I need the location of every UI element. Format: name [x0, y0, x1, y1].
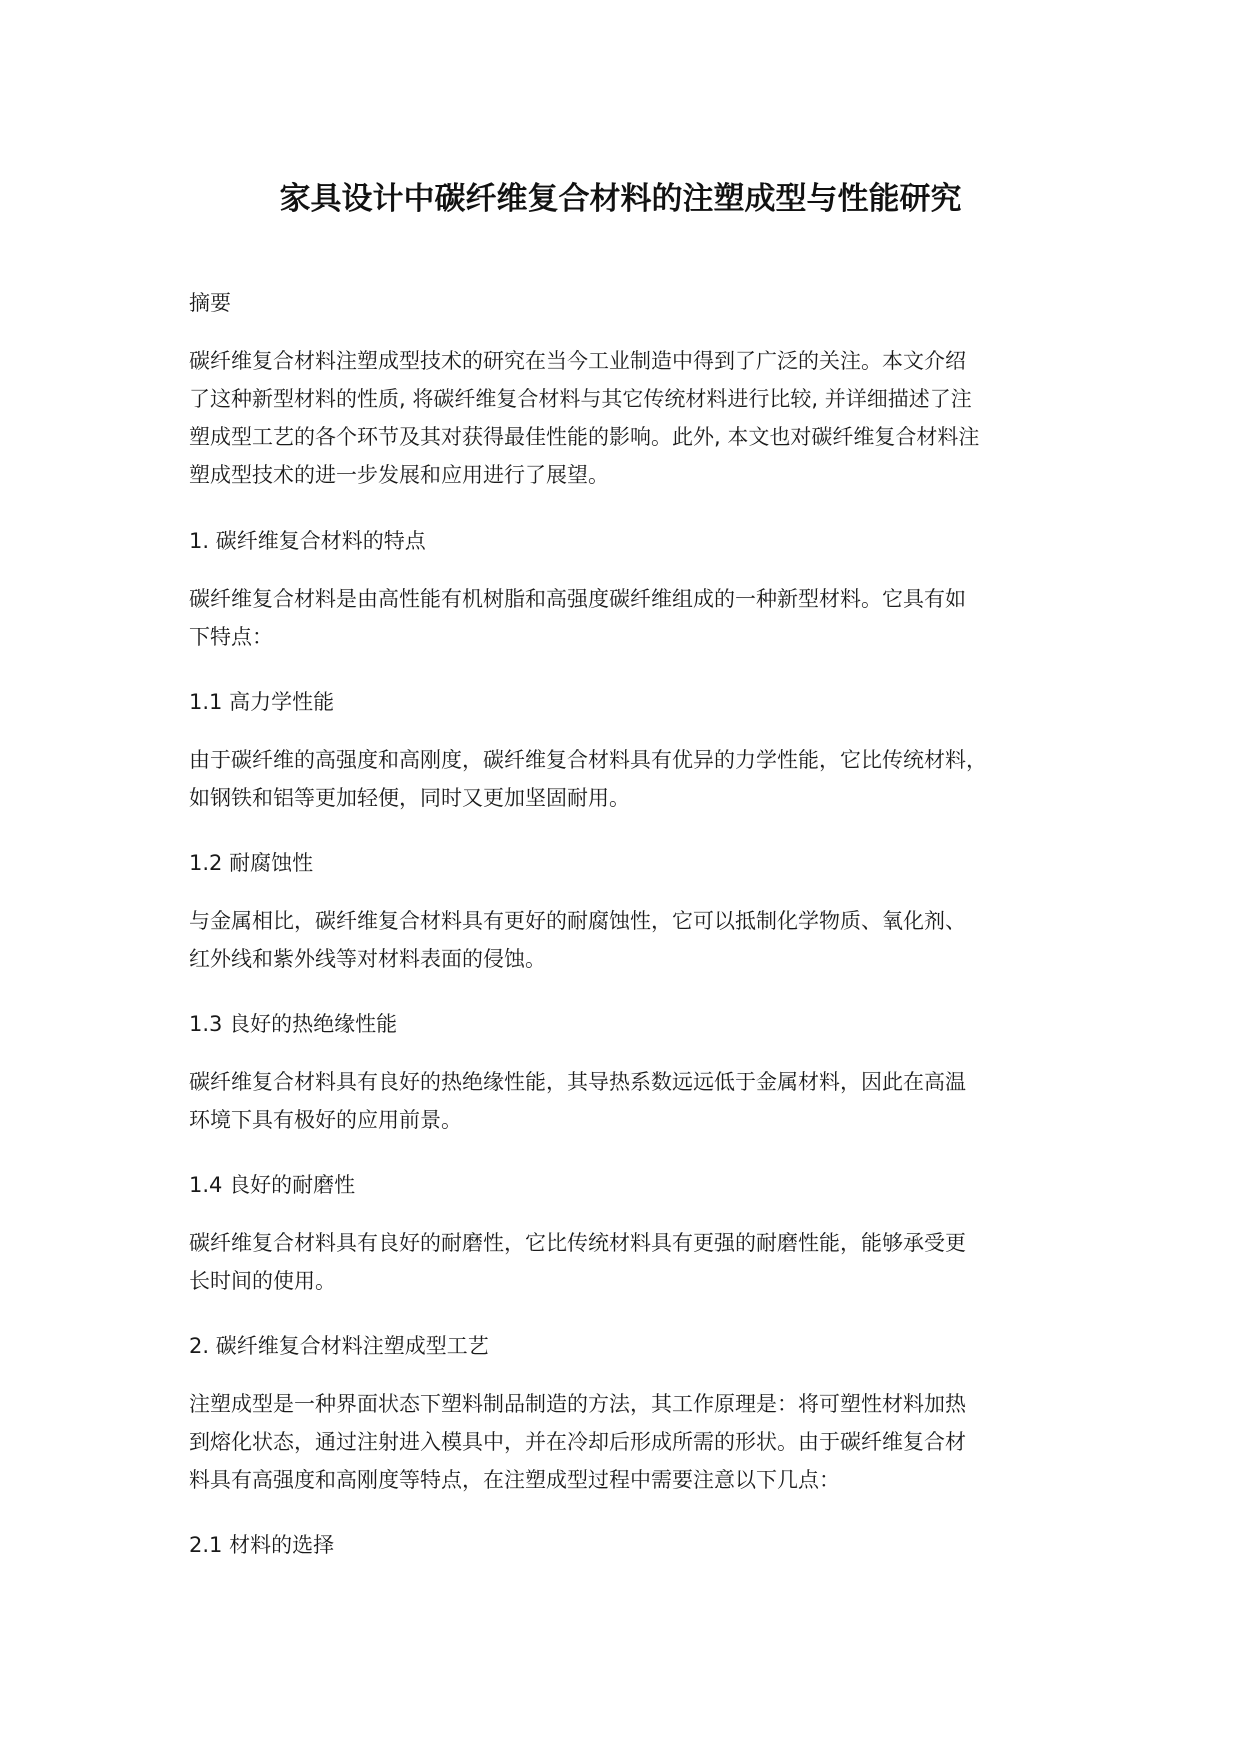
paragraph-line: 碳纤维复合材料具有良好的耐磨性，它比传统材料具有更强的耐磨性能，能够承受更 [189, 1231, 966, 1255]
abstract-line: 碳纤维复合材料注塑成型技术的研究在当今工业制造中得到了广泛的关注。本文介绍 [189, 349, 966, 373]
document-title: 家具设计中碳纤维复合材料的注塑成型与性能研究 [279, 181, 962, 217]
section-1-4-heading: 1.4 良好的耐磨性 [189, 1173, 356, 1197]
abstract-line: 塑成型技术的进一步发展和应用进行了展望。 [189, 463, 609, 487]
section-1-1-heading: 1.1 高力学性能 [189, 690, 335, 714]
paragraph-line: 环境下具有极好的应用前景。 [189, 1108, 462, 1132]
paragraph-line: 下特点： [189, 625, 273, 649]
section-1-3-heading: 1.3 良好的热绝缘性能 [189, 1012, 398, 1036]
section-1-1-paragraph [189, 741, 1089, 817]
paragraph-line: 如钢铁和铝等更加轻便，同时又更加坚固耐用。 [189, 786, 630, 810]
section-2-paragraph [189, 1385, 1089, 1499]
paragraph-line: 长时间的使用。 [189, 1269, 336, 1293]
section-1-3-paragraph [189, 1063, 1089, 1139]
section-1-2-heading: 1.2 耐腐蚀性 [189, 851, 314, 875]
section-1-2-paragraph [189, 902, 1089, 978]
section-2-1-heading: 2.1 材料的选择 [189, 1533, 335, 1557]
abstract-line: 塑成型工艺的各个环节及其对获得最佳性能的影响。此外, 本文也对碳纤维复合材料注 [189, 425, 980, 449]
section-1-heading: 1. 碳纤维复合材料的特点 [189, 529, 426, 553]
paragraph-line: 料具有高强度和高刚度等特点，在注塑成型过程中需要注意以下几点： [189, 1468, 840, 1492]
paragraph-line: 到熔化状态，通过注射进入模具中，并在冷却后形成所需的形状。由于碳纤维复合材 [189, 1430, 966, 1454]
section-1-paragraph [189, 580, 1089, 656]
abstract-paragraph [189, 342, 1089, 494]
paragraph-line: 与金属相比，碳纤维复合材料具有更好的耐腐蚀性，它可以抵制化学物质、氧化剂、 [189, 909, 966, 933]
section-2-heading: 2. 碳纤维复合材料注塑成型工艺 [189, 1334, 489, 1358]
abstract-line: 了这种新型材料的性质, 将碳纤维复合材料与其它传统材料进行比较, 并详细描述了注 [189, 387, 972, 411]
paragraph-line: 红外线和紫外线等对材料表面的侵蚀。 [189, 947, 546, 971]
abstract-heading: 摘要 [189, 291, 231, 315]
section-1-4-paragraph [189, 1224, 1089, 1300]
paragraph-line: 由于碳纤维的高强度和高刚度，碳纤维复合材料具有优异的力学性能，它比传统材料， [189, 748, 987, 772]
paragraph-line: 碳纤维复合材料具有良好的热绝缘性能，其导热系数远远低于金属材料，因此在高温 [189, 1070, 966, 1094]
paragraph-line: 注塑成型是一种界面状态下塑料制品制造的方法，其工作原理是：将可塑性材料加热 [189, 1392, 966, 1416]
paragraph-line: 碳纤维复合材料是由高性能有机树脂和高强度碳纤维组成的一种新型材料。它具有如 [189, 587, 966, 611]
